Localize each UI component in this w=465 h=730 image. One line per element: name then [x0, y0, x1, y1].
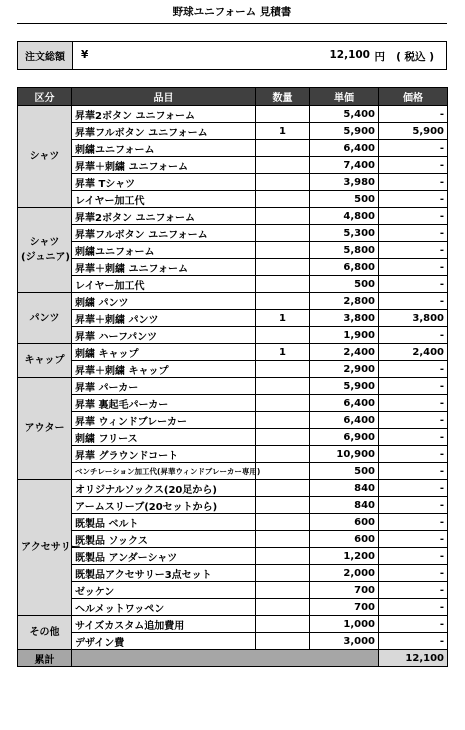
table-header-row: [18, 88, 448, 106]
table-row: [18, 191, 448, 208]
quantity-cell: [256, 157, 310, 174]
quantity-cell: [256, 412, 310, 429]
table-row: [18, 378, 448, 395]
item-name-cell: 昇華 パーカー: [72, 378, 256, 395]
table-row: [18, 157, 448, 174]
table-row: [18, 548, 448, 565]
price-cell: -: [379, 497, 448, 514]
item-name-cell: 刺繍ユニフォーム: [72, 242, 256, 259]
price-cell: -: [379, 429, 448, 446]
price-cell: -: [379, 140, 448, 157]
column-header-quantity: 数量: [256, 88, 310, 106]
unit-price-cell: 5,800: [310, 242, 379, 259]
item-name-cell: サイズカスタム追加費用: [72, 616, 256, 633]
table-row: [18, 208, 448, 225]
price-cell: -: [379, 378, 448, 395]
price-cell: -: [379, 276, 448, 293]
price-cell: 5,900: [379, 123, 448, 140]
price-cell: -: [379, 599, 448, 616]
quantity-cell: [256, 140, 310, 157]
price-cell: -: [379, 531, 448, 548]
quantity-cell: [256, 378, 310, 395]
table-row: [18, 106, 448, 123]
quantity-cell: [256, 548, 310, 565]
quantity-cell: [256, 616, 310, 633]
item-name-cell: 昇華＋刺繍 ユニフォーム: [72, 259, 256, 276]
table-row: [18, 463, 448, 480]
price-cell: -: [379, 616, 448, 633]
quantity-cell: [256, 599, 310, 616]
unit-price-cell: 600: [310, 514, 379, 531]
price-cell: -: [379, 446, 448, 463]
quantity-cell: [256, 191, 310, 208]
unit-price-cell: 4,800: [310, 208, 379, 225]
unit-price-cell: 600: [310, 531, 379, 548]
quantity-cell: [256, 361, 310, 378]
table-row: [18, 412, 448, 429]
item-name-cell: オリジナルソックス(20足から): [72, 480, 256, 497]
item-name-cell: 既製品アクセサリー3点セット: [72, 565, 256, 582]
page-title: 野球ユニフォーム 見積書: [172, 6, 292, 18]
item-name-cell: 既製品 ベルト: [72, 514, 256, 531]
price-cell: -: [379, 259, 448, 276]
price-cell: -: [379, 514, 448, 531]
category-cell: アウター: [18, 378, 72, 480]
quantity-cell: 1: [256, 310, 310, 327]
price-cell: -: [379, 242, 448, 259]
unit-price-cell: 500: [310, 191, 379, 208]
order-total-label: 注文総額: [18, 42, 73, 69]
total-value: 12,100: [379, 650, 448, 667]
unit-price-cell: 1,000: [310, 616, 379, 633]
unit-price-cell: 2,000: [310, 565, 379, 582]
table-row: [18, 497, 448, 514]
unit-price-cell: 10,900: [310, 446, 379, 463]
item-name-cell: 昇華＋刺繍 パンツ: [72, 310, 256, 327]
price-cell: -: [379, 361, 448, 378]
unit-price-cell: 5,400: [310, 106, 379, 123]
unit-price-cell: 6,400: [310, 395, 379, 412]
table-row: [18, 259, 448, 276]
price-cell: -: [379, 548, 448, 565]
item-name-cell: 昇華 裏起毛パーカー: [72, 395, 256, 412]
category-cell: シャツ: [18, 106, 72, 208]
quantity-cell: [256, 446, 310, 463]
quantity-cell: [256, 395, 310, 412]
price-cell: -: [379, 582, 448, 599]
unit-price-cell: 6,400: [310, 412, 379, 429]
item-name-cell: 昇華フルボタン ユニフォーム: [72, 123, 256, 140]
price-cell: 2,400: [379, 344, 448, 361]
price-cell: -: [379, 106, 448, 123]
quantity-cell: [256, 463, 310, 480]
item-name-cell: 刺繍 パンツ: [72, 293, 256, 310]
title-divider: [17, 23, 447, 24]
unit-price-cell: 2,400: [310, 344, 379, 361]
item-name-cell: 刺繍 フリース: [72, 429, 256, 446]
table-row: [18, 531, 448, 548]
table-row: [18, 242, 448, 259]
item-name-cell: 昇華 Tシャツ: [72, 174, 256, 191]
unit-price-cell: 500: [310, 463, 379, 480]
unit-price-cell: 5,300: [310, 225, 379, 242]
item-name-cell: 昇華フルボタン ユニフォーム: [72, 225, 256, 242]
price-cell: -: [379, 463, 448, 480]
unit-price-cell: 6,900: [310, 429, 379, 446]
quantity-cell: [256, 480, 310, 497]
item-name-cell: 既製品 ソックス: [72, 531, 256, 548]
unit-price-cell: 2,900: [310, 361, 379, 378]
table-row: [18, 599, 448, 616]
column-header-price: 価格: [379, 88, 448, 106]
item-name-cell: 既製品 アンダーシャツ: [72, 548, 256, 565]
table-row: [18, 361, 448, 378]
price-cell: -: [379, 157, 448, 174]
unit-price-cell: 6,800: [310, 259, 379, 276]
unit-price-cell: 3,000: [310, 633, 379, 650]
item-name-cell: 昇華 グラウンドコート: [72, 446, 256, 463]
item-name-cell: 昇華2ボタン ユニフォーム: [72, 208, 256, 225]
table-row: [18, 633, 448, 650]
item-name-cell: 昇華2ボタン ユニフォーム: [72, 106, 256, 123]
unit-price-cell: 5,900: [310, 123, 379, 140]
table-row: [18, 582, 448, 599]
table-row: [18, 276, 448, 293]
unit-price-cell: 5,900: [310, 378, 379, 395]
quantity-cell: [256, 208, 310, 225]
unit-price-cell: 7,400: [310, 157, 379, 174]
table-row: [18, 310, 448, 327]
category-cell: パンツ: [18, 293, 72, 344]
item-name-cell: 昇華 ウィンドブレーカー: [72, 412, 256, 429]
table-row: [18, 446, 448, 463]
unit-price-cell: 2,800: [310, 293, 379, 310]
order-total-summary: [17, 41, 447, 70]
item-name-cell: レイヤー加工代: [72, 191, 256, 208]
unit-price-cell: 3,980: [310, 174, 379, 191]
price-cell: -: [379, 327, 448, 344]
item-name-cell: 刺繍ユニフォーム: [72, 140, 256, 157]
price-cell: -: [379, 225, 448, 242]
column-header-item: 品目: [72, 88, 256, 106]
quantity-cell: [256, 174, 310, 191]
category-cell: その他: [18, 616, 72, 650]
unit-price-cell: 700: [310, 599, 379, 616]
unit-price-cell: 700: [310, 582, 379, 599]
price-cell: -: [379, 174, 448, 191]
item-name-cell: ベンチレーション加工代(昇華ウィンドブレーカー専用): [72, 463, 256, 480]
order-total-amount: 12,100: [329, 49, 370, 61]
quantity-cell: [256, 225, 310, 242]
item-name-cell: ゼッケン: [72, 582, 256, 599]
quantity-cell: [256, 514, 310, 531]
item-name-cell: 昇華＋刺繍 キャップ: [72, 361, 256, 378]
quantity-cell: [256, 531, 310, 548]
total-blank: [72, 650, 379, 667]
table-row: [18, 395, 448, 412]
price-cell: -: [379, 480, 448, 497]
table-row: [18, 140, 448, 157]
quantity-cell: [256, 242, 310, 259]
unit-price-cell: 1,200: [310, 548, 379, 565]
quote-table: [17, 87, 448, 667]
quantity-cell: [256, 633, 310, 650]
item-name-cell: ヘルメットワッペン: [72, 599, 256, 616]
quantity-cell: [256, 106, 310, 123]
unit-price-cell: 840: [310, 480, 379, 497]
table-row: [18, 174, 448, 191]
item-name-cell: 昇華 ハーフパンツ: [72, 327, 256, 344]
tax-note: ( 税込 ): [396, 51, 434, 63]
price-cell: -: [379, 208, 448, 225]
total-label: 累計: [18, 650, 72, 667]
order-total-value: [73, 42, 446, 69]
column-header-unit-price: 単価: [310, 88, 379, 106]
currency-symbol: ¥: [81, 49, 89, 61]
category-cell: アクセサリー: [18, 480, 72, 616]
unit-price-cell: 840: [310, 497, 379, 514]
quantity-cell: [256, 276, 310, 293]
currency-unit: 円: [374, 51, 385, 63]
price-cell: -: [379, 412, 448, 429]
price-cell: 3,800: [379, 310, 448, 327]
item-name-cell: レイヤー加工代: [72, 276, 256, 293]
unit-price-cell: 1,900: [310, 327, 379, 344]
price-cell: -: [379, 565, 448, 582]
unit-price-cell: 3,800: [310, 310, 379, 327]
table-row: [18, 514, 448, 531]
quantity-cell: 1: [256, 123, 310, 140]
quote-table-body: [18, 106, 448, 650]
table-row: [18, 327, 448, 344]
total-row: [18, 650, 448, 667]
quantity-cell: [256, 327, 310, 344]
table-row: [18, 293, 448, 310]
quantity-cell: [256, 293, 310, 310]
table-row: [18, 225, 448, 242]
table-row: [18, 565, 448, 582]
quantity-cell: [256, 259, 310, 276]
unit-price-cell: 6,400: [310, 140, 379, 157]
quantity-cell: [256, 429, 310, 446]
item-name-cell: 刺繍 キャップ: [72, 344, 256, 361]
price-cell: -: [379, 191, 448, 208]
price-cell: -: [379, 633, 448, 650]
price-cell: -: [379, 293, 448, 310]
quantity-cell: [256, 497, 310, 514]
table-row: [18, 480, 448, 497]
category-cell: キャップ: [18, 344, 72, 378]
table-row: [18, 344, 448, 361]
quantity-cell: 1: [256, 344, 310, 361]
price-cell: -: [379, 395, 448, 412]
table-row: [18, 616, 448, 633]
quantity-cell: [256, 565, 310, 582]
item-name-cell: アームスリーブ(20セットから): [72, 497, 256, 514]
column-header-category: 区分: [18, 88, 72, 106]
table-row: [18, 123, 448, 140]
item-name-cell: 昇華＋刺繍 ユニフォーム: [72, 157, 256, 174]
item-name-cell: デザイン費: [72, 633, 256, 650]
category-cell: シャツ (ジュニア): [18, 208, 72, 293]
quantity-cell: [256, 582, 310, 599]
unit-price-cell: 500: [310, 276, 379, 293]
table-row: [18, 429, 448, 446]
